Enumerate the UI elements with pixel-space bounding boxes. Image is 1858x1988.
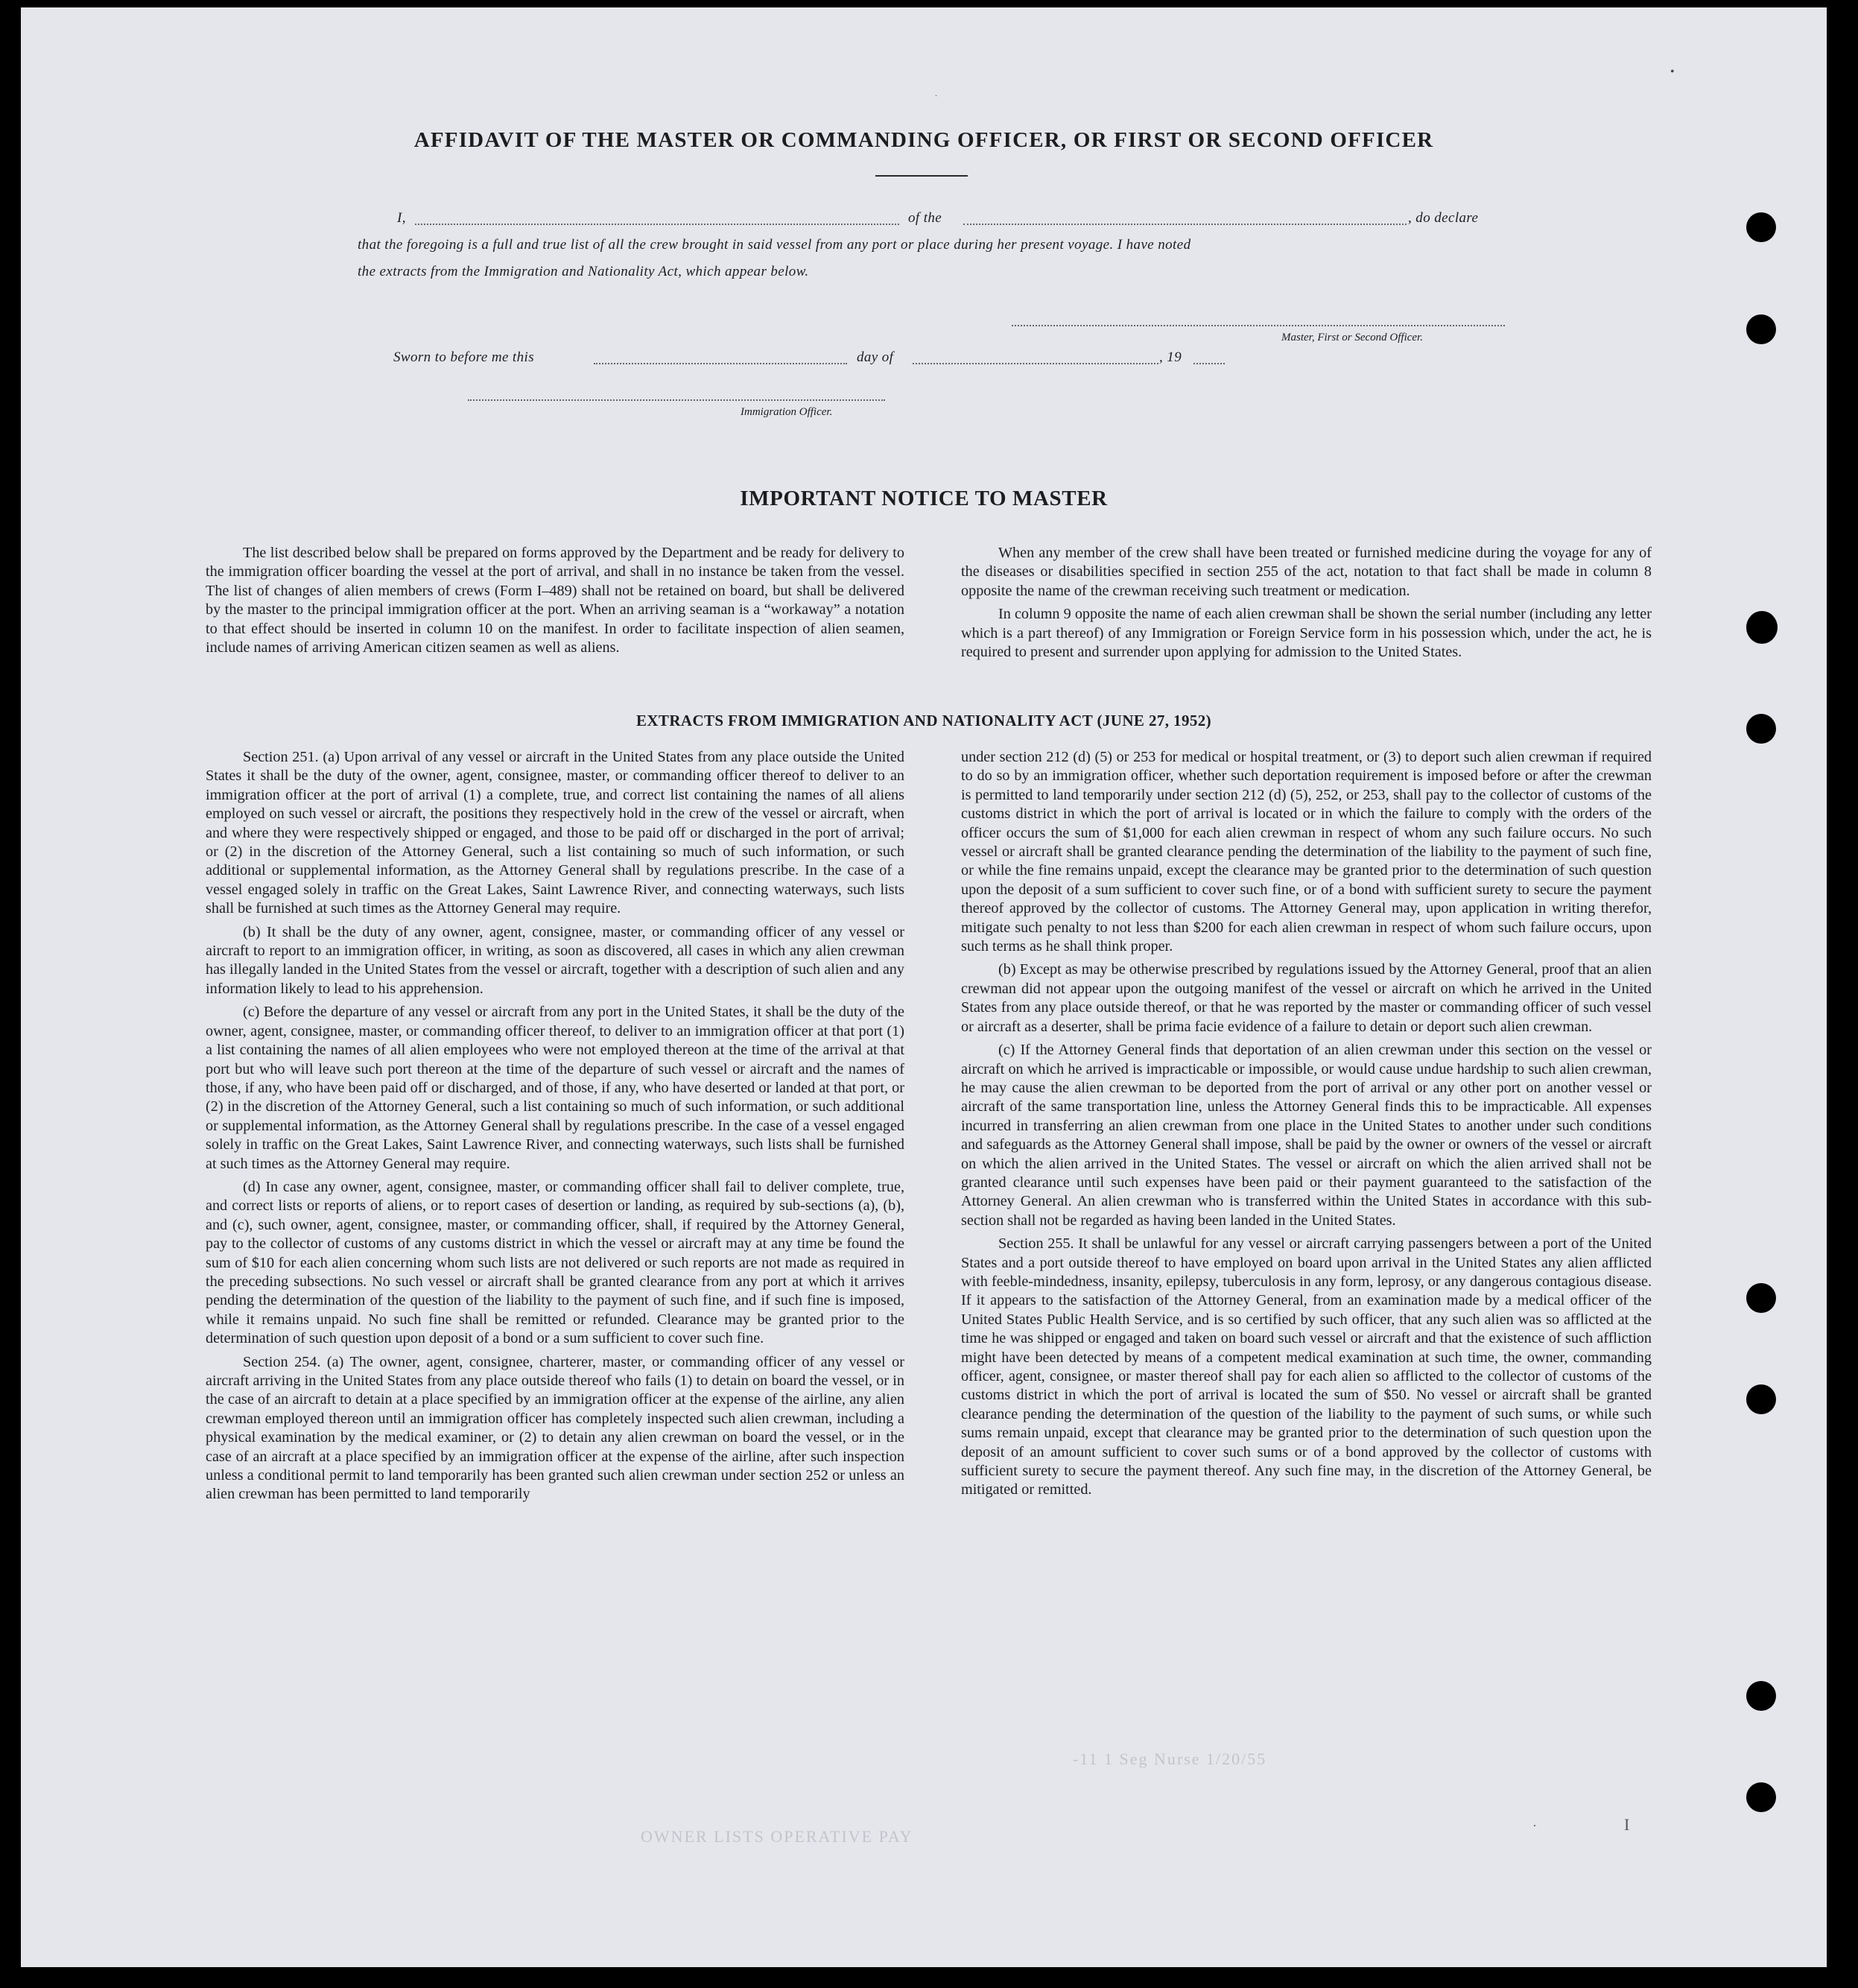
punch-hole — [1746, 611, 1778, 644]
scan-border — [1827, 0, 1858, 1988]
notice-right-column — [961, 544, 1652, 666]
act-section-paragraph: Section 254. (a) The owner, agent, consignee, charterer, master, or commanding officer of any vessel or aircraft arriving in the United States from any place outside thereof who fails (1) to detain on board the vessel, or in the case of an aircraft to detain at a place specified by an immigration officer at the expense of the airline, any alien crewman employed thereon until an immigration officer has completely inspected such alien crewman, including a physical examination by the medical examiner, or (2) to detain any alien crewman on board the vessel, or in the case of an aircraft at a place specified by an immigration officer at the expense of the airline, after such inspection unless a conditional permit to land temporarily has been granted such alien crewman under section 252 or unless an alien crewman has been permitted to land temporarily — [206, 1353, 904, 1503]
bleedthrough-text: -11 1 Seg Nurse 1/20/55 — [1073, 1750, 1267, 1768]
punch-hole — [1746, 1681, 1776, 1711]
sworn-label: Sworn to before me this — [393, 349, 534, 365]
affidavit-statement: that the foregoing is a full and true list of all the crew brought in said vessel from any port or place during her present voyage. I have noted — [358, 237, 1191, 253]
affidavit-title: AFFIDAVIT OF THE MASTER OR COMMANDING OFFICER, OR FIRST OR SECOND OFFICER — [413, 128, 1434, 152]
act-section-paragraph: under section 212 (d) (5) or 253 for medical or hospital treatment, or (3) to deport such alien crewman if required to do so by an immigration officer, whether such deportation requirement is imposed before or after the crewman is permitted to land temporarily under section 212 (d) (5), 252, or 253, shall pay to the collector of customs of the customs district in which the port of arrival is located or in which the failure to comply with the orders of the officer occurs the sum of $1,000 for each alien crewman in respect of whom any such failure occurs. No such vessel or aircraft shall be granted clearance pending the determination of the liability to the payment of such fine, or while the fine remains unpaid, except the clearance may be granted prior to the determination of such question upon the deposit of a sum sufficient to cover such fine, or of a bond with sufficient surety to secure the payment thereof approved by the collector of customs. The Attorney General may, upon application in writing therefor, mitigate such penalty to not less than $200 for each alien crewman in respect of whom such failure occurs, upon such terms as he shall think proper. — [961, 749, 1652, 955]
bleedthrough-text: OWNER LISTS OPERATIVE PAY — [641, 1827, 913, 1846]
extracts-right-column — [961, 748, 1652, 1504]
act-section-paragraph: Section 255. It shall be unlawful for any vessel or aircraft carrying passengers between a port of the United States and a port outside thereof to have employed on board upon arrival in the United States any alien afflicted with feeble-mindedness, insanity, epilepsy, tuberculosis in any form, leprosy, or any dangerous contagious disease. If it appears to the satisfaction of the Attorney General, from an examination made by a medical officer of the United States Public Health Service, and is so certified by such officer, that any such alien was so afflicted at the time he was shipped or engaged and taken on board such vessel or aircraft and that the existence of such affliction might have been detected by means of a competent medical examination at such time, the owner, commanding officer, agent, consignee, or master thereof shall pay for each alien so afflicted to the collector of customs of the customs district in which the port of arrival is located the sum of $50. No vessel or aircraft shall be granted clearance pending the determination of the question of the liability to the payment of such sums, or while such sums remain unpaid, except that clearance may be granted prior to the determination of such question upon the deposit of an amount sufficient to cover such sums or of a bond approved by the collector of customs with sufficient surety to secure the payment thereof. Any such fine may, in the discretion of the Attorney General, be mitigated or remitted. — [961, 1235, 1652, 1498]
notice-title: IMPORTANT NOTICE TO MASTER — [740, 487, 1108, 510]
officer-signature-caption: Immigration Officer. — [741, 406, 833, 418]
year-label: , 19 — [1159, 349, 1182, 365]
sworn-year-field[interactable] — [1193, 363, 1225, 364]
declarant-label: I, — [397, 210, 406, 226]
affidavit-statement-cont: the extracts from the Immigration and Nationality Act, which appear below. — [358, 264, 809, 279]
punch-hole — [1746, 212, 1776, 242]
vessel-name-field[interactable] — [963, 224, 1407, 225]
declarant-name-field[interactable] — [415, 224, 899, 225]
notice-paragraph: In column 9 opposite the name of each alien crewman shall be shown the serial number (including any letter which is a part thereof) of any Immigration or Foreign Service form in his possession which, under the act, he is required to present and surrender upon applying for admission to the United States. — [961, 606, 1652, 661]
scan-speck: . — [935, 88, 937, 98]
do-declare-label: , do declare — [1408, 210, 1479, 226]
scan-speck: . — [1533, 1817, 1536, 1829]
notice-left-column — [206, 544, 904, 662]
act-section-paragraph: (b) It shall be the duty of any owner, agent, consignee, master, or commanding officer of any vessel or aircraft to report to an immigration officer, in writing, as soon as discovered, all cases in which any alien crewman has illegally landed in the United States from the vessel or aircraft, together with a description of such alien and any information likely to lead to his apprehension. — [206, 923, 904, 997]
sworn-day-field[interactable] — [594, 363, 847, 364]
act-section-paragraph: (c) If the Attorney General finds that deportation of an alien crewman under this section on the vessel or aircraft on which he arrived is impracticable or impossible, or would cause undue hardship to such alien crewman, he may cause the alien crewman to be deported from the port of arrival or any other port on another vessel or aircraft of the same transportation line, unless the Attorney General finds this to be impracticable. All expenses incurred in transferring an alien crewman from one place in the United States to another under such conditions and safeguards as the Attorney General shall impose, shall be paid by the owner or owners of the vessel or aircraft on which the alien arrived in the United States. The vessel or aircraft on which the alien arrived shall not be granted clearance until such expenses have been paid or their payment guaranteed to the satisfaction of the Attorney General. An alien crewman who is transferred within the United States in accordance with this sub-section shall not be regarded as having been landed in the United States. — [961, 1042, 1652, 1229]
notice-paragraph: The list described below shall be prepared on forms approved by the Department and be ready for delivery to the immigration officer boarding the vessel at the port of arrival, and shall in no instance be taken from the vessel. The list of changes of alien members of crews (Form I–489) shall not be retained on board, but shall be delivered by the master to the principal immigration officer at the port. When an arriving seaman is a “workaway” a notation to that effect should be inserted in column 10 on the manifest. In order to facilitate inspection of alien seamen, include names of arriving American citizen seamen as well as aliens. — [206, 545, 904, 656]
officer-signature-field[interactable] — [468, 399, 885, 401]
punch-hole — [1746, 714, 1776, 744]
sworn-month-field[interactable] — [913, 363, 1158, 364]
extracts-left-column — [206, 748, 904, 1509]
title-divider — [875, 175, 968, 177]
punch-hole — [1746, 1384, 1776, 1414]
master-signature-caption: Master, First or Second Officer. — [1281, 332, 1423, 344]
punch-hole — [1746, 1283, 1776, 1313]
act-section-paragraph: (d) In case any owner, agent, consignee, master, or commanding officer shall fail to deliver complete, true, and correct lists or reports of aliens, or to report cases of desertion or landing, as required by sub-sections (a), (b), and (c), such owner, agent, consignee, master, or commanding officer, shall, if required by the Attorney General, pay to the collector of customs of any customs district in which the vessel or aircraft may at any time be found the sum of $10 for each alien concerning whom such lists are not delivered or such reports are not made as required in the preceding subsections. No such vessel or aircraft shall be granted clearance from any port at which it arrives pending the determination of the question of the liability to the payment of such fine, and if such fine is imposed, while it remains unpaid. No such fine shall be remitted or refunded. Clearance may be granted prior to the determination of such question upon deposit of a bond or a sum sufficient to cover such fine. — [206, 1178, 904, 1347]
master-signature-field[interactable] — [1012, 325, 1505, 326]
punch-hole — [1746, 1782, 1776, 1812]
act-section-paragraph: (c) Before the departure of any vessel or aircraft from any port in the United States, it shall be the duty of the owner, agent, consignee, master, or commanding officer thereof, to deliver to an immigration officer at that port (1) a list containing the names of all alien employees who were not employed thereon at the time of the arrival at that port but who will leave such port thereon at the time of the departure of such vessel or aircraft and the names of those, if any, who have been paid off or discharged, and of those, if any, who have deserted or landed at that port, or (2) in the discretion of the Attorney General, such a list containing so much of such information, or such additional or supplemental information, as the Attorney General shall by regulations prescribe. In the case of a vessel engaged solely in traffic on the Great Lakes, Saint Lawrence River, and connecting waterways, such lists shall be furnished at such times as the Attorney General may require. — [206, 1004, 904, 1172]
act-section-paragraph: Section 251. (a) Upon arrival of any vessel or aircraft in the United States from any place outside the United States it shall be the duty of the owner, agent, consignee, master, or commanding officer thereof to deliver to an immigration officer at the port of arrival (1) a complete, true, and correct list containing the names of all aliens employed on such vessel or aircraft, the positions they respectively hold in the crew of the vessel or aircraft, when and where they were respectively shipped or engaged, and those to be paid off or discharged in the port of arrival; or (2) in the discretion of the Attorney General, such a list containing so much of such information, or such additional or supplemental information, as the Attorney General shall by regulations prescribe. In the case of a vessel engaged solely in traffic on the Great Lakes, Saint Lawrence River, and connecting waterways, such lists shall be furnished at such times as the Attorney General may require. — [206, 749, 904, 917]
punch-hole — [1746, 314, 1776, 344]
act-section-paragraph: (b) Except as may be otherwise prescribed by regulations issued by the Attorney General, proof that an alien crewman did not appear upon the outgoing manifest of the vessel or aircraft on which he arrived in the United States from any place outside thereof, or that he was reported by the master or commanding officer of such vessel or aircraft as a deserter, shall be prima facie evidence of a failure to detain or deport such alien crewman. — [961, 961, 1652, 1035]
scan-speck: • — [1670, 66, 1675, 78]
notice-paragraph: When any member of the crew shall have been treated or furnished medicine during the voyage for any of the diseases or disabilities specified in section 255 of the act, notation to that fact shall be made in column 8 opposite the name of the crewman receiving such treatment or medication. — [961, 545, 1652, 599]
bleedthrough-text: I — [1624, 1815, 1632, 1834]
day-of-label: day of — [857, 349, 894, 365]
of-the-label: of the — [908, 210, 942, 226]
extracts-title: EXTRACTS FROM IMMIGRATION AND NATIONALITY ACT (JUNE 27, 1952) — [635, 712, 1212, 729]
scan-border — [0, 1967, 1858, 1988]
